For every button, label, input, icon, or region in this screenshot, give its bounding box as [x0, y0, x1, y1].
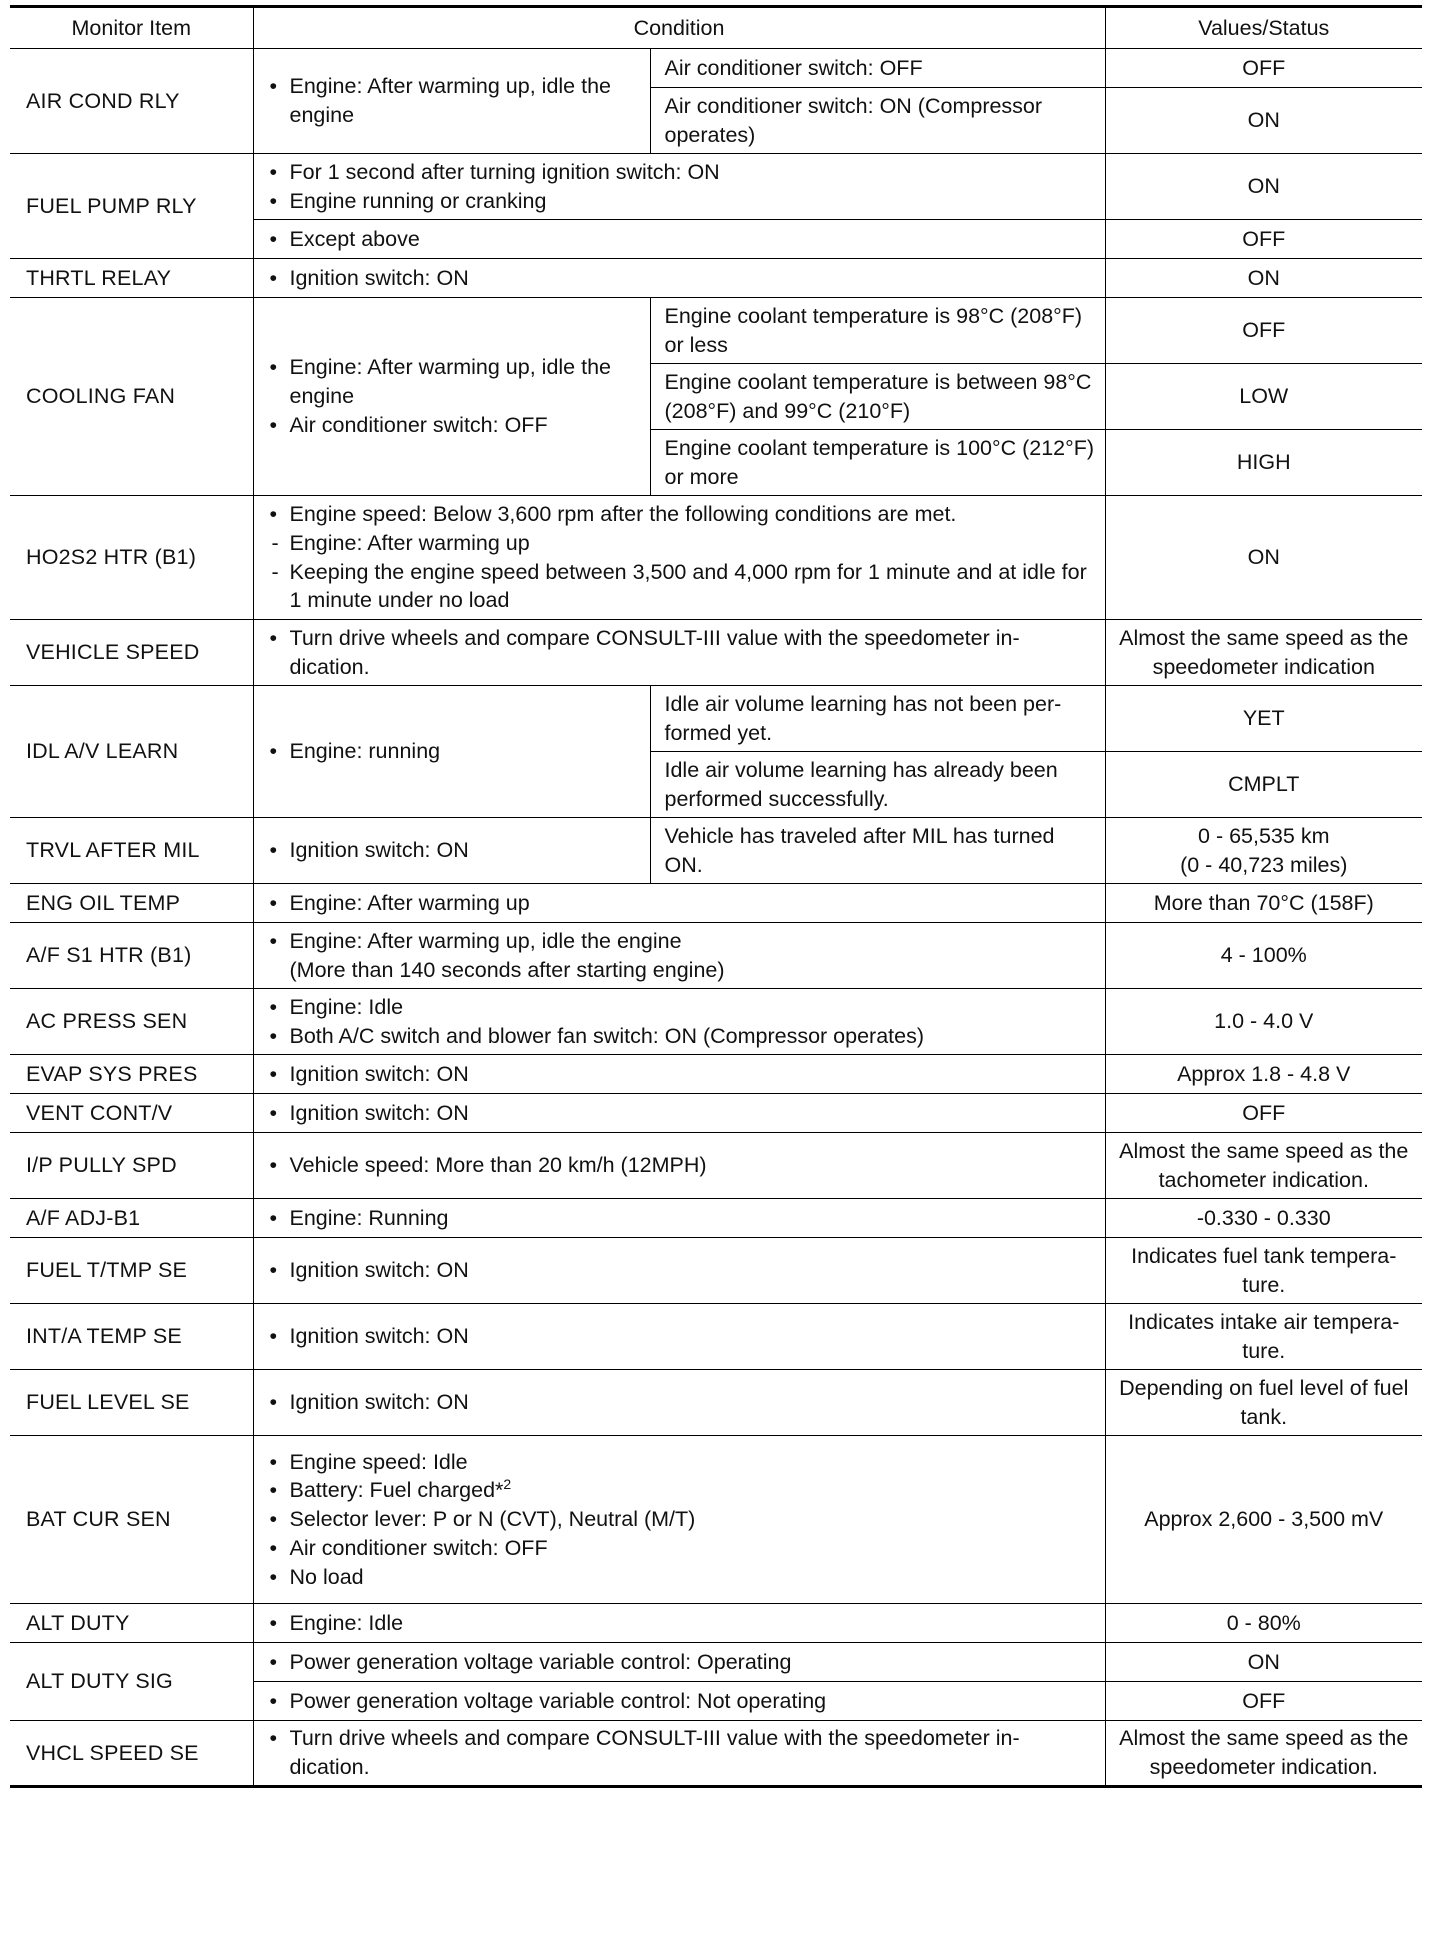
value-cell: 0 - 80% — [1105, 1604, 1422, 1643]
value-cell: Approx 2,600 - 3,500 mV — [1105, 1436, 1422, 1604]
condition-bullet: • Ignition switch: ON — [268, 1322, 1095, 1351]
condition-bullet: • Engine: After warming up, idle the engine — [268, 72, 640, 130]
condition-bullet: • Ignition switch: ON — [268, 1256, 1095, 1285]
condition-cell — [253, 259, 1105, 298]
table-row — [10, 1094, 1422, 1133]
value-cell: OFF — [1105, 1682, 1422, 1721]
condition-cell — [253, 1370, 1105, 1436]
footnote-marker: 2 — [503, 1476, 512, 1493]
monitor-item: COOLING FAN — [10, 298, 253, 496]
condition-line: (More than 140 seconds after starting engine) — [289, 957, 725, 982]
condition-bullet: • No load — [268, 1563, 1095, 1592]
monitor-item: ALT DUTY — [10, 1604, 253, 1643]
value-cell: ON — [1105, 496, 1422, 620]
condition-bullet: • Engine: Running — [268, 1204, 1095, 1233]
condition-line: • Engine: After warming up, idle the engine — [289, 928, 682, 953]
value-cell: Depending on fuel level of fuel tank. — [1105, 1370, 1422, 1436]
monitor-item: VENT CONT/V — [10, 1094, 253, 1133]
table-row — [10, 620, 1422, 686]
value-cell: Approx 1.8 - 4.8 V — [1105, 1055, 1422, 1094]
condition-cell — [253, 989, 1105, 1055]
condition-bullet: • Engine speed: Idle — [268, 1448, 1095, 1477]
value-line: (0 - 40,723 miles) — [1180, 852, 1348, 877]
monitor-item: AC PRESS SEN — [10, 989, 253, 1055]
condition-cell — [253, 1199, 1105, 1238]
header-values-status: Values/Status — [1105, 7, 1422, 49]
table-row — [10, 1133, 1422, 1199]
sub-condition-cell: Vehicle has traveled after MIL has turned ON. — [650, 818, 1105, 884]
condition-cell — [253, 1133, 1105, 1199]
value-cell: OFF — [1105, 1094, 1422, 1133]
condition-bullet — [268, 1476, 1095, 1505]
table-row — [10, 298, 1422, 364]
value-cell: LOW — [1105, 364, 1422, 430]
table-row — [10, 1436, 1422, 1604]
condition-cell — [253, 923, 1105, 989]
monitor-item: ENG OIL TEMP — [10, 884, 253, 923]
condition-bullet: • Engine: Idle — [268, 1609, 1095, 1638]
monitor-item: TRVL AFTER MIL — [10, 818, 253, 884]
table-row — [10, 1199, 1422, 1238]
header-monitor-item: Monitor Item — [10, 7, 253, 49]
value-cell: HIGH — [1105, 430, 1422, 496]
sub-condition-cell: Air conditioner switch: ON (Compressor operates) — [650, 88, 1105, 154]
value-cell — [1105, 818, 1422, 884]
monitor-item: HO2S2 HTR (B1) — [10, 496, 253, 620]
condition-bullet: • Ignition switch: ON — [268, 836, 640, 865]
condition-bullet: • Engine: running — [268, 737, 640, 766]
condition-bullet: • Power generation voltage variable control: Operating — [268, 1648, 1095, 1677]
sub-condition-cell: Engine coolant temperature is between 98°C (208°F) and 99°C (210°F) — [650, 364, 1105, 430]
monitor-item-table — [10, 5, 1422, 1788]
condition-cell — [253, 496, 1105, 620]
value-cell: OFF — [1105, 220, 1422, 259]
condition-cell — [253, 1055, 1105, 1094]
condition-cell — [253, 1436, 1105, 1604]
condition-bullet: • Except above — [268, 225, 1095, 254]
table-row — [10, 884, 1422, 923]
condition-cell — [253, 884, 1105, 923]
monitor-item: VHCL SPEED SE — [10, 1721, 253, 1787]
monitor-item: FUEL T/TMP SE — [10, 1238, 253, 1304]
monitor-item: A/F S1 HTR (B1) — [10, 923, 253, 989]
table-row — [10, 1604, 1422, 1643]
value-cell: YET — [1105, 686, 1422, 752]
value-cell: Indicates fuel tank tempera-ture. — [1105, 1238, 1422, 1304]
table-row — [10, 496, 1422, 620]
condition-bullet: • Engine: After warming up, idle the engine — [268, 353, 640, 411]
value-cell: -0.330 - 0.330 — [1105, 1199, 1422, 1238]
monitor-item: VEHICLE SPEED — [10, 620, 253, 686]
monitor-item: BAT CUR SEN — [10, 1436, 253, 1604]
table-row — [10, 1304, 1422, 1370]
condition-text: Battery: Fuel charged* — [289, 1478, 504, 1503]
condition-bullet: • Ignition switch: ON — [268, 1388, 1095, 1417]
condition-bullet: • For 1 second after turning ignition switch: ON — [268, 158, 1095, 187]
condition-subbullet: - Engine: After warming up — [268, 529, 1095, 558]
table-row — [10, 1721, 1422, 1787]
monitor-item: AIR COND RLY — [10, 49, 253, 154]
condition-cell — [253, 154, 1105, 220]
condition-bullet: • Both A/C switch and blower fan switch: ON (Compressor operates) — [268, 1022, 1095, 1051]
condition-cell — [253, 1604, 1105, 1643]
condition-bullet: • Engine running or cranking — [268, 187, 1095, 216]
condition-cell — [253, 818, 650, 884]
monitor-item: FUEL LEVEL SE — [10, 1370, 253, 1436]
condition-bullet: • Ignition switch: ON — [268, 264, 1095, 293]
monitor-item: EVAP SYS PRES — [10, 1055, 253, 1094]
condition-bullet: • Engine: After warming up — [268, 889, 1095, 918]
table-header-row — [10, 7, 1422, 49]
monitor-item: FUEL PUMP RLY — [10, 154, 253, 259]
table-row — [10, 1238, 1422, 1304]
condition-cell — [253, 1304, 1105, 1370]
condition-bullet: • Power generation voltage variable control: Not operating — [268, 1687, 1095, 1716]
value-cell: ON — [1105, 259, 1422, 298]
value-cell: Indicates intake air tempera-ture. — [1105, 1304, 1422, 1370]
value-cell: Almost the same speed as the speedometer indication — [1105, 620, 1422, 686]
condition-bullet: • Turn drive wheels and compare CONSULT-III value with the speedometer in-dication. — [268, 1724, 1095, 1782]
value-cell: OFF — [1105, 298, 1422, 364]
sub-condition-cell: Engine coolant temperature is 100°C (212°F) or more — [650, 430, 1105, 496]
monitor-item: A/F ADJ-B1 — [10, 1199, 253, 1238]
header-condition: Condition — [253, 7, 1105, 49]
condition-bullet: • Engine speed: Below 3,600 rpm after the following conditions are met. — [268, 500, 1095, 529]
monitor-item: ALT DUTY SIG — [10, 1643, 253, 1721]
value-cell: ON — [1105, 1643, 1422, 1682]
table-row — [10, 49, 1422, 88]
condition-cell — [253, 220, 1105, 259]
condition-bullet: • Turn drive wheels and compare CONSULT-III value with the speedometer in-dication. — [268, 624, 1095, 682]
monitor-item: IDL A/V LEARN — [10, 686, 253, 818]
value-cell: ON — [1105, 154, 1422, 220]
monitor-item: THRTL RELAY — [10, 259, 253, 298]
table-row — [10, 818, 1422, 884]
condition-cell — [253, 1238, 1105, 1304]
value-cell: More than 70°C (158F) — [1105, 884, 1422, 923]
condition-bullet: • Selector lever: P or N (CVT), Neutral (M/T) — [268, 1505, 1095, 1534]
sub-condition-cell: Air conditioner switch: OFF — [650, 49, 1105, 88]
condition-bullet: • Ignition switch: ON — [268, 1099, 1095, 1128]
value-cell: CMPLT — [1105, 752, 1422, 818]
condition-bullet: • Vehicle speed: More than 20 km/h (12MPH) — [268, 1151, 1095, 1180]
value-cell: Almost the same speed as the speedometer indication. — [1105, 1721, 1422, 1787]
table-row — [10, 154, 1422, 220]
value-cell: Almost the same speed as the tachometer indication. — [1105, 1133, 1422, 1199]
table-row — [10, 686, 1422, 752]
monitor-item: I/P PULLY SPD — [10, 1133, 253, 1199]
condition-bullet: • Air conditioner switch: OFF — [268, 411, 640, 440]
condition-bullet: • Ignition switch: ON — [268, 1060, 1095, 1089]
value-cell: 1.0 - 4.0 V — [1105, 989, 1422, 1055]
condition-cell — [253, 1682, 1105, 1721]
condition-cell — [253, 1094, 1105, 1133]
value-cell: ON — [1105, 88, 1422, 154]
condition-subbullet: - Keeping the engine speed between 3,500 and 4,000 rpm for 1 minute and at idle for 1 minute under no load — [268, 558, 1095, 616]
table-row — [10, 989, 1422, 1055]
table-row — [10, 1643, 1422, 1682]
condition-cell — [253, 620, 1105, 686]
value-cell: 4 - 100% — [1105, 923, 1422, 989]
condition-bullet: • Engine: Idle — [268, 993, 1095, 1022]
condition-bullet — [268, 927, 1095, 985]
sub-condition-cell: Idle air volume learning has not been per-formed yet. — [650, 686, 1105, 752]
table-row — [10, 1055, 1422, 1094]
condition-cell — [253, 1721, 1105, 1787]
table-row — [10, 259, 1422, 298]
sub-condition-cell: Engine coolant temperature is 98°C (208°F) or less — [650, 298, 1105, 364]
condition-cell — [253, 1643, 1105, 1682]
sub-condition-cell: Idle air volume learning has already been performed successfully. — [650, 752, 1105, 818]
condition-cell — [253, 49, 650, 154]
condition-bullet: • Air conditioner switch: OFF — [268, 1534, 1095, 1563]
condition-cell — [253, 686, 650, 818]
monitor-item: INT/A TEMP SE — [10, 1304, 253, 1370]
table-row — [10, 923, 1422, 989]
condition-cell — [253, 298, 650, 496]
value-line: 0 - 65,535 km — [1198, 823, 1330, 848]
table-row — [10, 1370, 1422, 1436]
value-cell: OFF — [1105, 49, 1422, 88]
